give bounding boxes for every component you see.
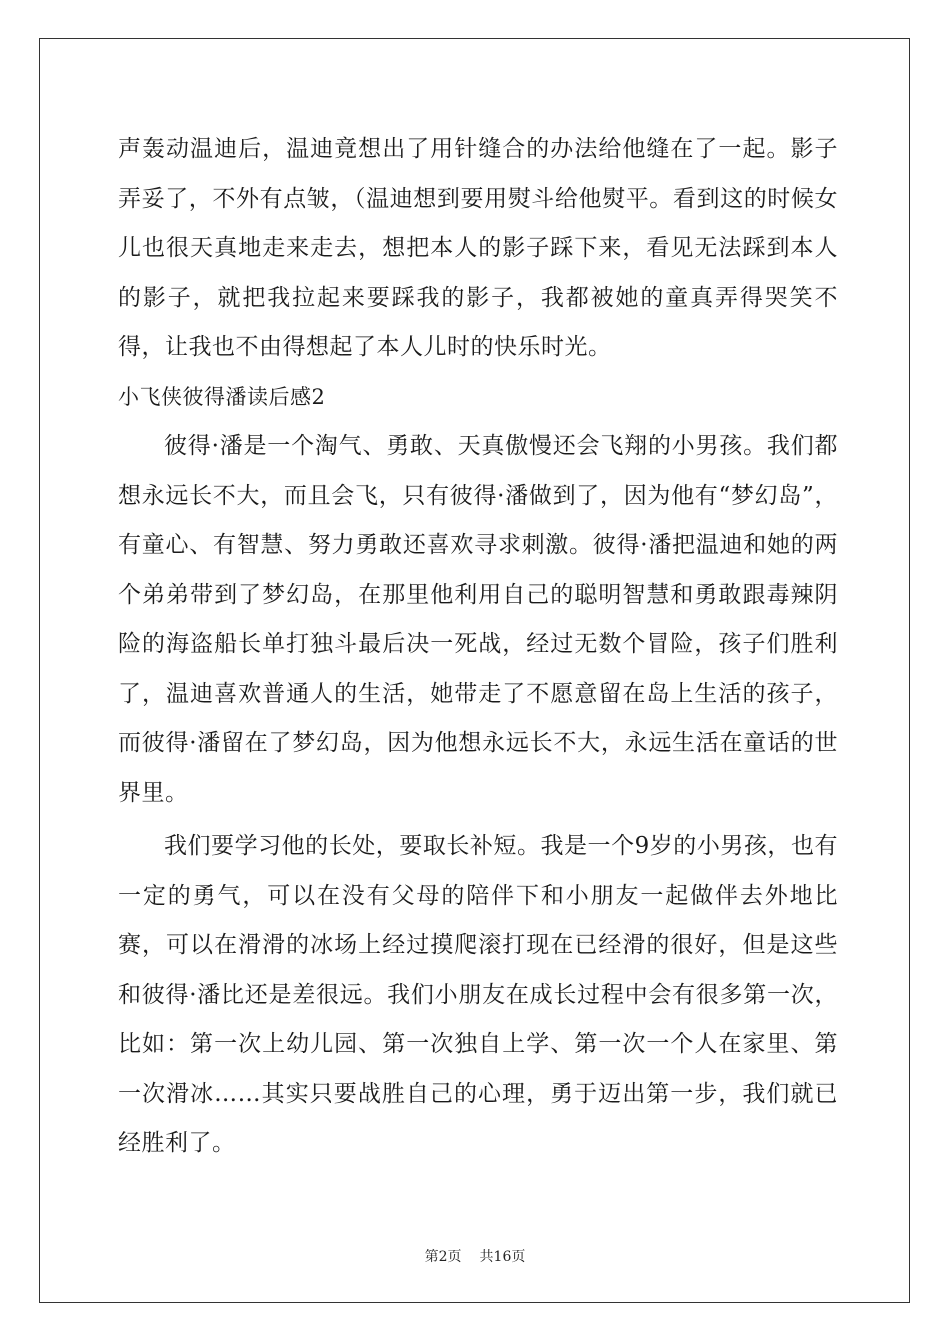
document-body <box>118 125 838 1169</box>
paragraph-intro: 彼得·潘是一个淘气、勇敢、天真傲慢还会飞翔的小男孩。我们都想永远长不大，而且会飞，只有彼得·潘做到了，因为他有“梦幻岛”，有童心、有智慧、努力勇敢还喜欢寻求刺激。彼得·潘把温迪和她的两个弟弟带到了梦幻岛，在那里他利用自己的聪明智慧和勇敢跟毒辣阴险的海盗船长单打独斗最后决一死战，经过无数个冒险，孩子们胜利了，温迪喜欢普通人的生活，她带走了不愿意留在岛上生活的孩子，而彼得·潘留在了梦幻岛，因为他想永远长不大，永远生活在童话的世界里。 <box>118 433 838 806</box>
page-number: 第2页 <box>424 1249 462 1265</box>
paragraph-continued: 声轰动温迪后，温迪竟想出了用针缝合的办法给他缝在了一起。影子弄妥了，不外有点皱，（温迪想到要用熨斗给他熨平。看到这的时候女儿也很天真地走来走去，想把本人的影子踩下来，看见无法踩到本人的影子，就把我拉起来要踩我的影子，我都被她的童真弄得哭笑不得，让我也不由得想起了本人儿时的快乐时光。 <box>118 136 838 360</box>
page-footer <box>0 1246 950 1266</box>
page-total: 共16页 <box>479 1249 526 1265</box>
paragraph-reflection: 我们要学习他的长处，要取长补短。我是一个9岁的小男孩，也有一定的勇气，可以在没有父母的陪伴下和小朋友一起做伴去外地比赛，可以在滑滑的冰场上经过摸爬滚打现在已经滑的很好，但是这些和彼得·潘比还是差很远。我们小朋友在成长过程中会有很多第一次，比如：第一次上幼儿园、第一次独自上学、第一次一个人在家里、第一次滑冰……其实只要战胜自己的心理，勇于迈出第一步，我们就已经胜利了。 <box>118 833 838 1156</box>
section-heading: 小飞侠彼得潘读后感2 <box>118 384 326 409</box>
